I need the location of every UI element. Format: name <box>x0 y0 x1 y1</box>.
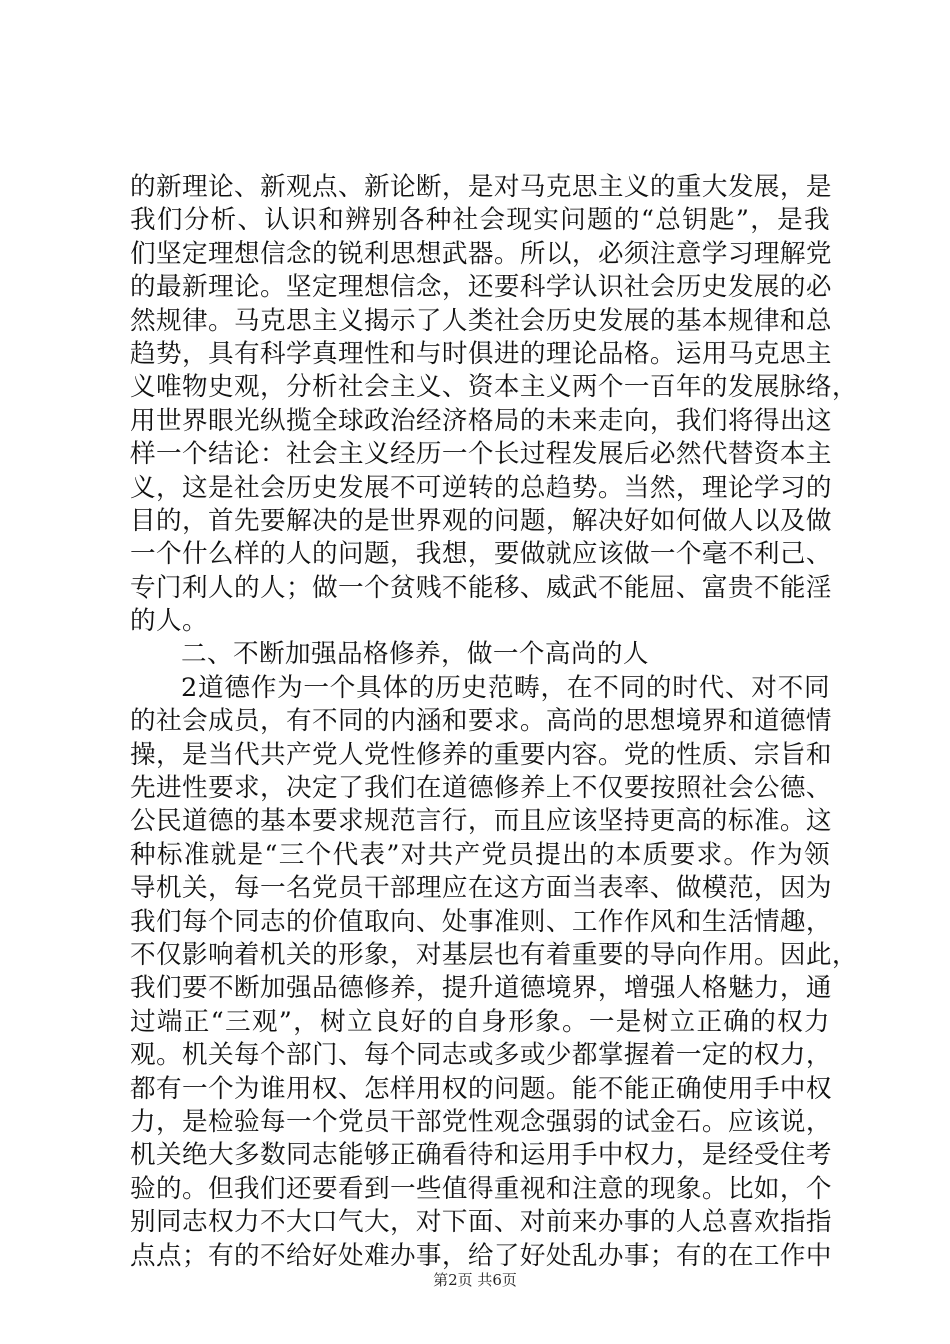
text-line: 的社会成员，有不同的内涵和要求。高尚的思想境界和道德情 <box>130 706 832 737</box>
text-line: 义唯物史观，分析社会主义、资本主义两个一百年的发展脉络， <box>130 372 858 403</box>
text-line: 操，是当代共产党人党性修养的重要内容。党的性质、宗旨和 <box>130 739 832 770</box>
page-footer: 第2页 共6页 <box>433 1271 517 1289</box>
text-line: 趋势，具有科学真理性和与时俱进的理论品格。运用马克思主 <box>130 338 832 369</box>
text-line: 都有一个为谁用权、怎样用权的问题。能不能正确使用手中权 <box>130 1073 832 1104</box>
text-line: 一个什么样的人的问题，我想，要做就应该做一个毫不利己、 <box>130 539 832 570</box>
text-line: 专门利人的人；做一个贫贱不能移、威武不能屈、富贵不能淫 <box>130 572 832 603</box>
text-line: 义，这是社会历史发展不可逆转的总趋势。当然，理论学习的 <box>130 472 832 503</box>
text-line: 力，是检验每一个党员干部党性观念强弱的试金石。应该说， <box>130 1106 832 1137</box>
text-line: 先进性要求，决定了我们在道德修养上不仅要按照社会公德、 <box>130 773 832 804</box>
text-line: 观。机关每个部门、每个同志或多或少都掌握着一定的权力， <box>130 1040 832 1071</box>
text-line: 过端正“三观”，树立良好的自身形象。一是树立正确的权力 <box>130 1006 830 1037</box>
text-line: 们坚定理想信念的锐利思想武器。所以，必须注意学习理解党 <box>130 238 832 269</box>
text-line: 导机关，每一名党员干部理应在这方面当表率、做模范，因为 <box>130 873 832 904</box>
text-line: 的最新理论。坚定理想信念，还要科学认识社会历史发展的必 <box>130 272 832 303</box>
document-body <box>130 171 858 1273</box>
text-line: 目的，首先要解决的是世界观的问题，解决好如何做人以及做 <box>130 505 832 536</box>
text-line: 点点；有的不给好处难办事，给了好处乱办事；有的在工作中 <box>130 1240 832 1271</box>
text-line: 二、不断加强品格修养，做一个高尚的人 <box>181 639 649 670</box>
text-line: 样一个结论：社会主义经历一个长过程发展后必然代替资本主 <box>130 439 832 470</box>
text-line: 2道德作为一个具体的历史范畴，在不同的时代、对不同 <box>181 672 830 703</box>
text-line: 我们分析、认识和辨别各种社会现实问题的“总钥匙”，是我 <box>130 205 830 236</box>
text-line: 机关绝大多数同志能够正确看待和运用手中权力，是经受住考 <box>130 1140 832 1171</box>
text-line: 我们每个同志的价值取向、处事准则、工作作风和生活情趣， <box>130 906 832 937</box>
text-line: 公民道德的基本要求规范言行，而且应该坚持更高的标准。这 <box>130 806 832 837</box>
text-line: 然规律。马克思主义揭示了人类社会历史发展的基本规律和总 <box>130 305 832 336</box>
text-line: 的新理论、新观点、新论断，是对马克思主义的重大发展，是 <box>130 172 832 202</box>
text-line: 别同志权力不大口气大，对下面、对前来办事的人总喜欢指指 <box>130 1207 832 1238</box>
text-line: 用世界眼光纵揽全球政治经济格局的未来走向，我们将得出这 <box>130 405 832 436</box>
text-line: 验的。但我们还要看到一些值得重视和注意的现象。比如，个 <box>130 1173 832 1204</box>
text-line: 我们要不断加强品德修养，提升道德境界，增强人格魅力，通 <box>130 973 832 1004</box>
text-line: 的人。 <box>130 606 208 637</box>
text-line: 种标准就是“三个代表”对共产党员提出的本质要求。作为领 <box>130 839 830 870</box>
text-line: 不仅影响着机关的形象，对基层也有着重要的导向作用。因此， <box>130 939 858 970</box>
